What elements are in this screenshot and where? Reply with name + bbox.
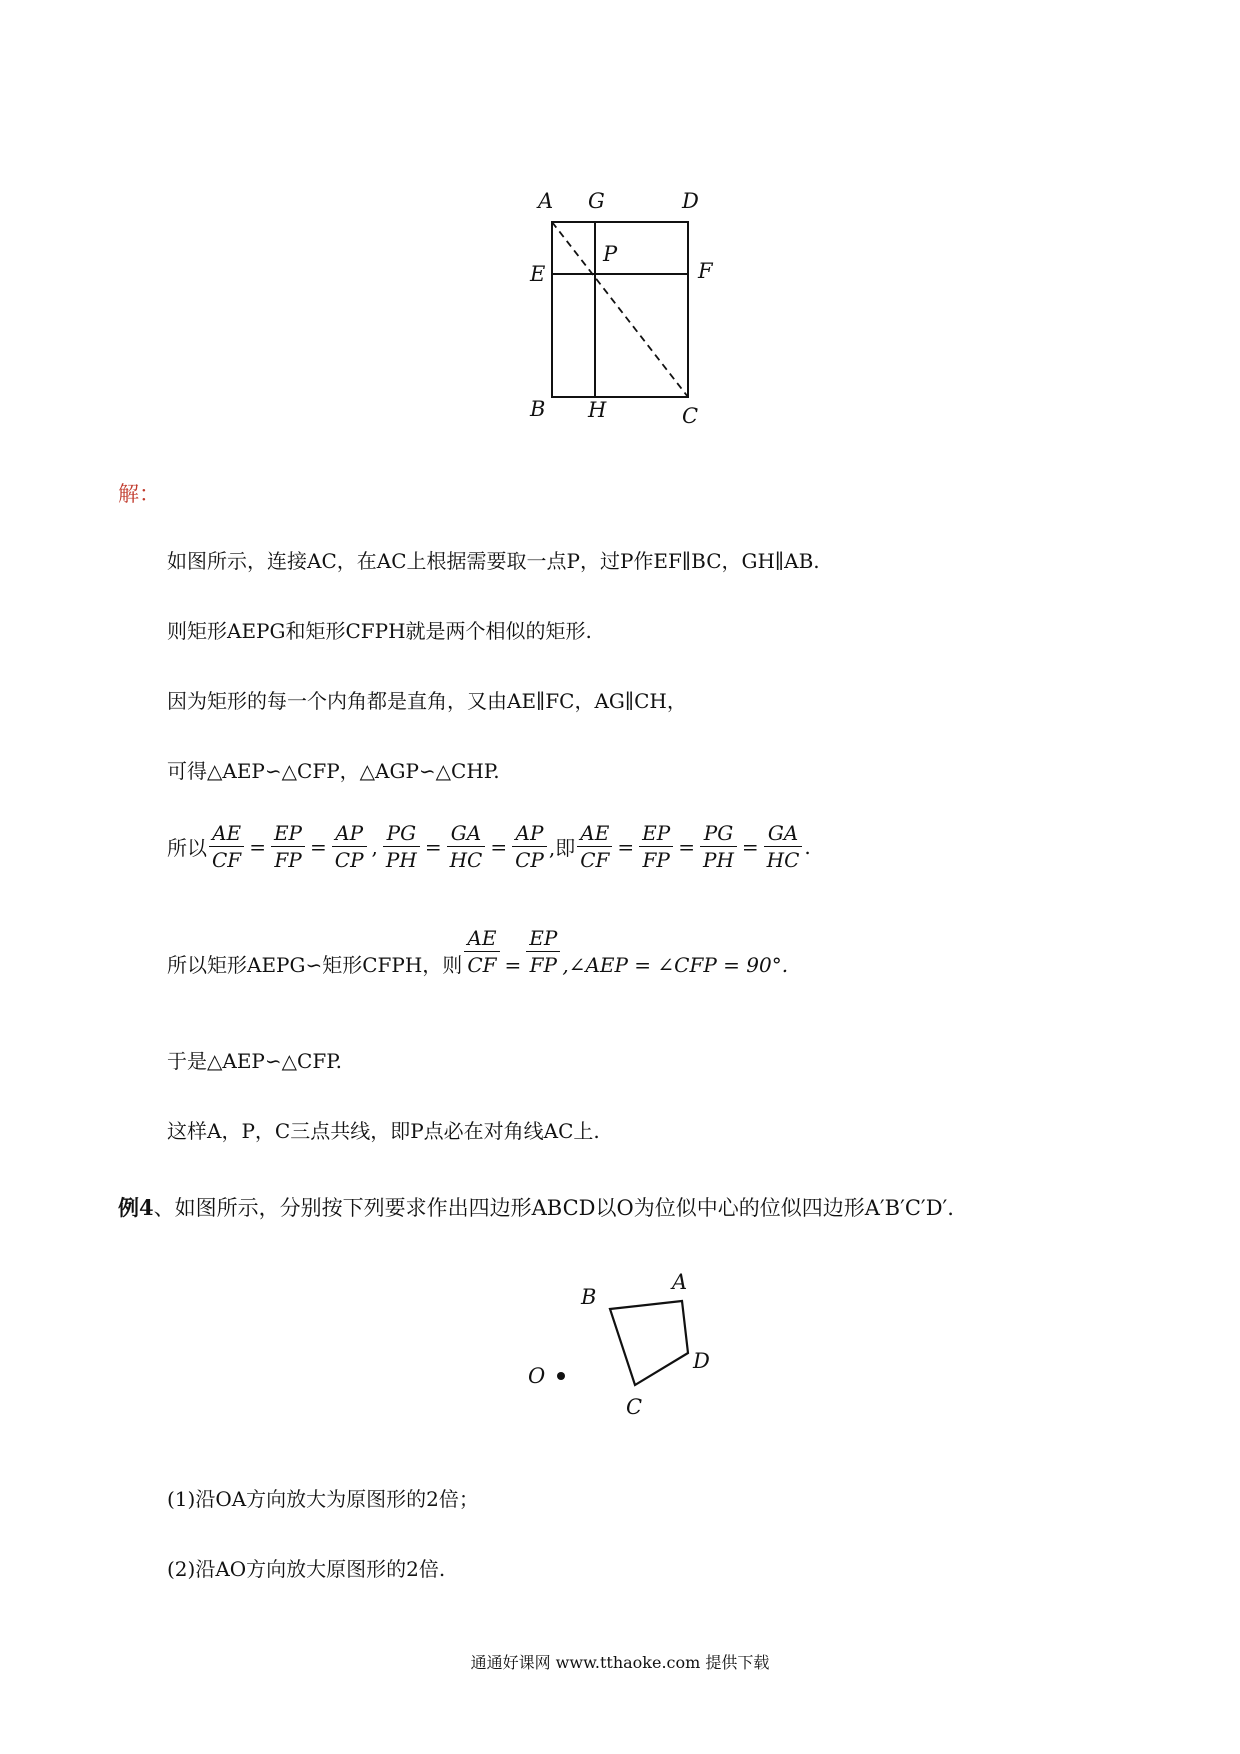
diagonal-ac — [552, 222, 688, 397]
paragraph-1: 如图所示，连接AC，在AC上根据需要取一点P，过P作EF∥BC，GH∥AB. — [167, 549, 820, 573]
label-c2: C — [626, 1395, 643, 1419]
eq2-frac-1: $\frac{AE}{CF}$ — [464, 925, 499, 978]
paragraph-4: 可得△AEP∽△CFP，△AGP∽△CHP. — [167, 759, 500, 783]
eq1-frac-2: $\frac{EP}{FP}$ — [271, 820, 305, 873]
eq1-frac-5: $\frac{GA}{HC}$ — [447, 820, 486, 873]
eq1-frac-3: $\frac{AP}{CP}$ — [332, 820, 367, 873]
label-a2: A — [672, 1270, 688, 1294]
example-4-label: 例4 — [118, 1195, 154, 1220]
center-point-o — [557, 1372, 565, 1380]
label-h: H — [588, 398, 607, 422]
paragraph-7: 于是△AEP∽△CFP. — [167, 1049, 342, 1073]
eq1-frac-7: $\frac{AE}{CF}$ — [577, 820, 612, 873]
equation-ratio-chain: 所以 $\frac{AE}{CF}$ = $\frac{EP}{FP}$ = $\frac{AP}{CP}$ , $\frac{PG}{PH}$ = $\frac{GA}{HC}$ = $\frac{AP}{CP}$ ,即 $\frac{AE}{CF}$ = $\frac{EP}{FP}$ = $\frac{PG}{PH}$ = $\frac{GA}{HC}$ . — [167, 821, 811, 872]
example-4-heading — [118, 1192, 954, 1222]
label-a: A — [538, 189, 554, 213]
item-1: (1)沿OA方向放大为原图形的2倍； — [167, 1487, 479, 1511]
eq1-frac-1: $\frac{AE}{CF}$ — [209, 820, 244, 873]
label-o: O — [528, 1364, 546, 1388]
quadrilateral-diagram — [520, 1255, 740, 1435]
eq1-mid: ,即 — [548, 836, 576, 860]
solution-label: 解： — [118, 482, 160, 506]
eq1-frac-8: $\frac{EP}{FP}$ — [639, 820, 673, 873]
example-4-text: 、如图所示，分别按下列要求作出四边形ABCD以O为位似中心的位似四边形A′B′C′D′. — [153, 1196, 954, 1220]
eq1-frac-9: $\frac{PG}{PH}$ — [700, 820, 737, 873]
item-2: (2)沿AO方向放大原图形的2倍. — [167, 1557, 446, 1581]
label-b: B — [530, 397, 546, 421]
label-b2: B — [581, 1285, 597, 1309]
eq1-frac-4: $\frac{PG}{PH}$ — [383, 820, 420, 873]
label-d2: D — [693, 1349, 710, 1373]
paragraph-8: 这样A，P，C三点共线，即P点必在对角线AC上. — [167, 1119, 600, 1143]
label-p: P — [603, 242, 618, 266]
paragraph-3: 因为矩形的每一个内角都是直角，又由AE∥FC，AG∥CH， — [167, 689, 687, 713]
label-c: C — [682, 404, 699, 428]
rectangle-diagram — [500, 175, 740, 435]
label-f: F — [698, 259, 713, 283]
paragraph-2: 则矩形AEPG和矩形CFPH就是两个相似的矩形. — [167, 619, 592, 643]
footer: 通通好课网 www.tthaoke.com 提供下载 — [470, 1653, 770, 1672]
eq2-angle-equation: ,∠AEP = ∠CFP = 90°. — [562, 953, 789, 977]
eq2-frac-2: $\frac{EP}{FP}$ — [526, 925, 560, 978]
label-d: D — [682, 189, 699, 213]
eq1-frac-6: $\frac{AP}{CP}$ — [512, 820, 547, 873]
label-g: G — [588, 189, 605, 213]
eq1-prefix: 所以 — [167, 836, 207, 860]
label-e: E — [530, 262, 546, 286]
eq2-prefix: 所以矩形AEPG∽矩形CFPH，则 — [167, 953, 463, 977]
eq1-frac-10: $\frac{GA}{HC}$ — [764, 820, 803, 873]
equation-similar-rectangles: 所以矩形AEPG∽矩形CFPH，则 $\frac{AE}{CF}$ = $\frac{EP}{FP}$ ,∠AEP = ∠CFP = 90°. — [167, 926, 789, 977]
quadrilateral-abcd — [610, 1301, 688, 1385]
